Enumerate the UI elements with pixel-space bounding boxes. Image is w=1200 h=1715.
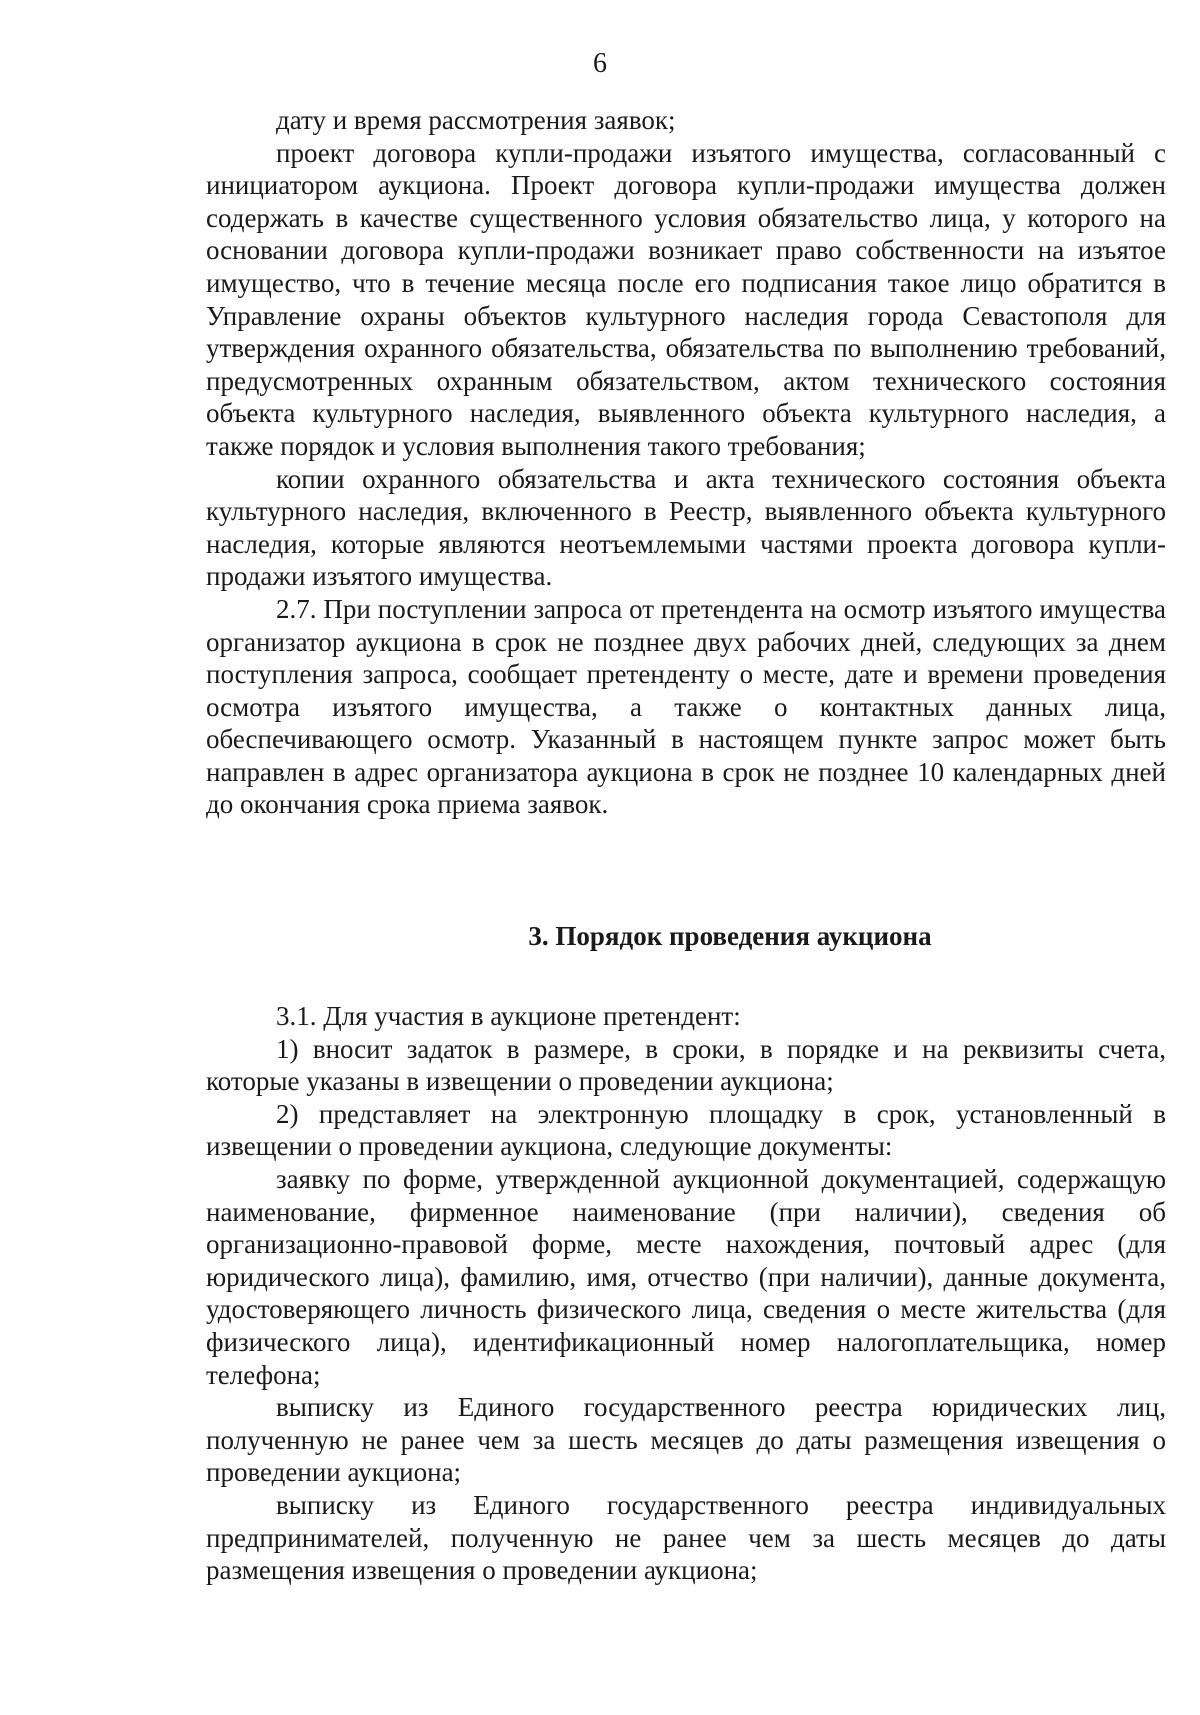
section-heading: 3. Порядок проведения аукциона (528, 921, 932, 951)
paragraph-item-2-documents: 2) представляет на электронную площадку в срок, установленный в извещении о проведении аукциона, следующие документы: (206, 1098, 1166, 1162)
paragraph-review-date: дату и время рассмотрения заявок; (276, 105, 676, 135)
section-3-body (206, 1000, 1166, 1587)
paragraph-draft-contract: проект договора купли-продажи изъятого имущества, согласованный с инициатором аукциона. Проект договора купли-продажи имущества должен содержать в качестве существенного условия обязательство лица, у которого на основании договора купли-продажи возникает право собственности на изъятое имущество, что в течение месяца после его подписания такое лицо обратится в Управление охраны объектов культурного наследия города Севастополя для утверждения охранного обязательства, обязательства по выполнению требований, предусмотренных охранным обязательством, актом технического состояния объекта культурного наследия, выявленного объекта культурного наследия, а также порядок и условия выполнения такого требования; (206, 137, 1166, 461)
paragraph-legal-entities-extract: выписку из Единого государственного реестра юридических лиц, полученную не ранее чем за шесть месяцев до даты размещения извещения о проведении аукциона; (206, 1392, 1166, 1488)
page-number: 6 (593, 48, 607, 79)
paragraph-application-form: заявку по форме, утвержденной аукционной документацией, содержащую наименование, фирменное наименование (при наличии), сведения об организационно-правовой форме, месте нахождения, почтовый адрес (для юридического лица), фамилию, имя, отчество (при наличии), данные документа, удостоверяющего личность физического лица, сведения о месте жительства (для физического лица), идентификационный номер налогоплательщика, номер телефона; (206, 1163, 1166, 1390)
paragraph-copies-obligation: копии охранного обязательства и акта технического состояния объекта культурного наследия, включенного в Реестр, выявленного объекта культурного наследия, которые являются неотъемлемыми частями проекта договора купли-продажи изъятого имущества. (206, 463, 1166, 592)
paragraph-item-1-deposit: 1) вносит задаток в размере, в сроки, в порядке и на реквизиты счета, которые указаны в извещении о проведении аукциона; (206, 1033, 1166, 1097)
paragraph-3-1-intro: 3.1. Для участия в аукционе претендент: (276, 1001, 741, 1031)
paragraph-2-7-inspection: 2.7. При поступлении запроса от претендента на осмотр изъятого имущества организатор аукциона в срок не позднее двух рабочих дней, следующих за днем поступления запроса, сообщает претенденту о месте, дате и времени проведения осмотра изъятого имущества, а также о контактных данных лица, обеспечивающего осмотр. Указанный в настоящем пункте запрос может быть направлен в адрес организатора аукциона в срок не позднее 10 календарных дней до окончания срока приема заявок. (206, 593, 1166, 820)
section-2-continuation (206, 104, 1166, 821)
paragraph-entrepreneurs-extract: выписку из Единого государственного реестра индивидуальных предпринимателей, полученную не ранее чем за шесть месяцев до даты размещения извещения о проведении аукциона; (206, 1489, 1166, 1586)
